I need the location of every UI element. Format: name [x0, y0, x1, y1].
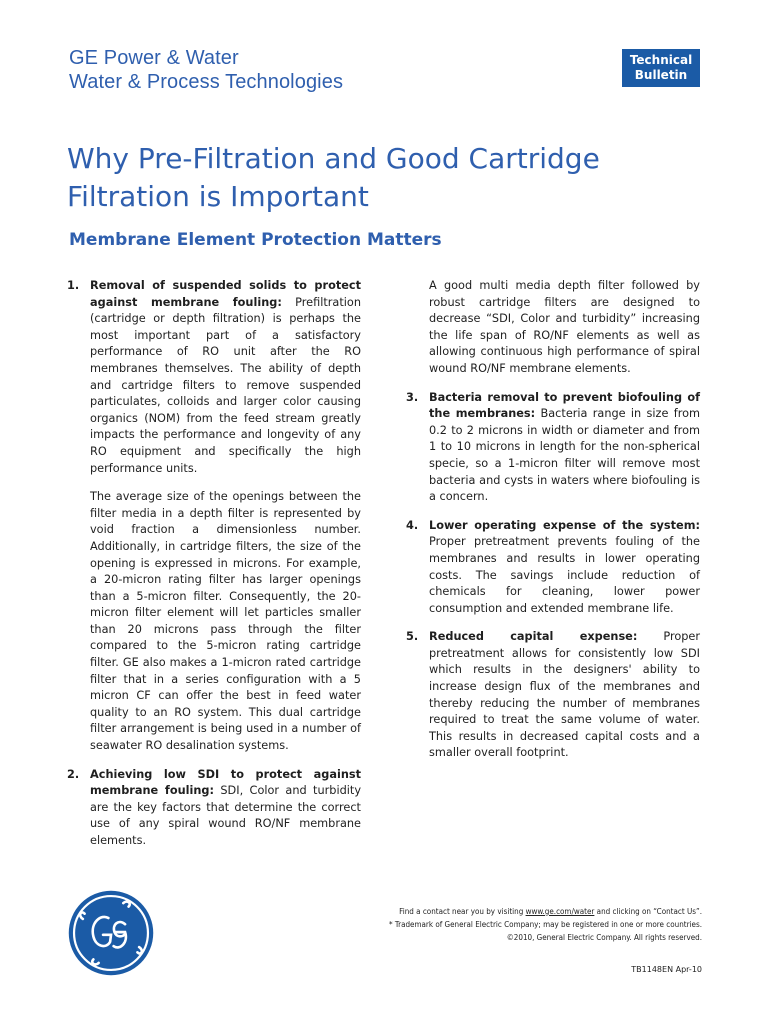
contact-prefix: Find a contact near you by visiting [399, 907, 526, 916]
trademark-notice: * Trademark of General Electric Company; may be registered in one or more countries. [389, 920, 702, 929]
badge-line-1: Technical [629, 53, 693, 67]
item-number: 1. [67, 279, 80, 292]
item-number: 2. [67, 767, 80, 781]
copyright-notice: ©2010, General Electric Company. All rights reserved. [506, 933, 702, 942]
item-number: 3. [406, 390, 419, 404]
list-item [406, 629, 700, 762]
division-name: Water & Process Technologies [69, 71, 344, 93]
item-heading: Achieving low SDI to protect against membrane fouling: [90, 767, 361, 798]
org-name: GE Power & Water [69, 47, 239, 69]
contact-link[interactable]: www.ge.com/water [525, 907, 595, 916]
document-subtitle: Membrane Element Protection Matters [69, 230, 442, 250]
item-number: 5. [406, 630, 419, 644]
item-text: SDI, Color and turbidity are the key factors that determine the correct use of any spiral wound RO/NF membrane elements. [90, 784, 362, 847]
item-heading: Lower operating expense of the system: [429, 518, 700, 532]
technical-bulletin-badge [622, 49, 700, 87]
item-text: Prefiltration (cartridge or depth filtration) is perhaps the most important part of a satisfactory performance of RO unit after the RO membranes themselves. The ability of depth and cartridge filters to remove suspended particulates, colloids and larger color causing organics (NOM) from the feed stream greatly impacts the performance and longevity of any RO equipment and specifically the high performance units. [90, 295, 361, 475]
list-item [406, 390, 700, 506]
item-heading: Removal of suspended solids to protect against membrane fouling: [90, 279, 361, 309]
contact-line [302, 905, 702, 918]
item-paragraph: The average size of the openings between the filter media in a depth filter is represented by void fraction a dimensionless number. Additionally, in cartridge filters, the size of the opening is expressed in microns. For example, a 20-micron rating filter has larger openings than a 5-micron filter. Consequently, the 20-micron filter element will let particles smaller than 20 microns pass through the filter compared to the 5-micron rating cartridge filter. GE also makes a 1-micron rated cartridge filter that in a series configuration with a 5 micron CF can offer the best in feed water quality to an RO system. This dual cartridge filter arrangement is being used in a number of seawater RO desalination systems. [90, 490, 361, 753]
right-column [406, 278, 700, 774]
list-item [67, 767, 361, 850]
item-text: Proper pretreatment allows for consistently low SDI which results in the designers' ability to increase design flux of the membranes and thereby reducing the number of membranes required to treat the same volume of water. This results in decreased capital costs and a smaller overall footprint. [429, 630, 701, 760]
left-column [67, 278, 361, 862]
badge-line-2: Bulletin [634, 68, 688, 82]
item-paragraph: A good multi media depth filter followed by robust cartridge filters are designed to decrease “SDI, Color and turbidity” increasing the life span of RO/NF elements as well as allowing continuous high performance of spiral wound RO/NF membrane elements. [429, 279, 700, 375]
item-heading: Bacteria removal to prevent biofouling of the membranes: [429, 390, 700, 421]
item-number: 4. [406, 518, 419, 532]
ge-monogram-icon [67, 889, 155, 977]
list-item [67, 278, 361, 477]
document-id: TB1148EN Apr-10 [631, 965, 702, 974]
item-heading: Reduced capital expense: [429, 630, 638, 644]
item-text: Proper pretreatment prevents fouling of the membranes and results in lower operating costs. The savings include reduction of chemicals for cleaning, lower power consumption and extended membrane life. [429, 535, 700, 615]
footer-notes [302, 905, 702, 944]
item-text: Bacteria range in size from 0.2 to 2 microns in width or diameter and from 1 to 10 microns in length for the non-spherical specie, so a 1-micron filter will remove most bacteria and cysts in waters where biofouling is a concern. [429, 407, 701, 504]
contact-suffix: and clicking on “Contact Us”. [594, 907, 702, 916]
organization-header [69, 46, 343, 94]
document-title: Why Pre-Filtration and Good Cartridge Filtration is Important [67, 142, 600, 213]
list-item [406, 518, 700, 618]
